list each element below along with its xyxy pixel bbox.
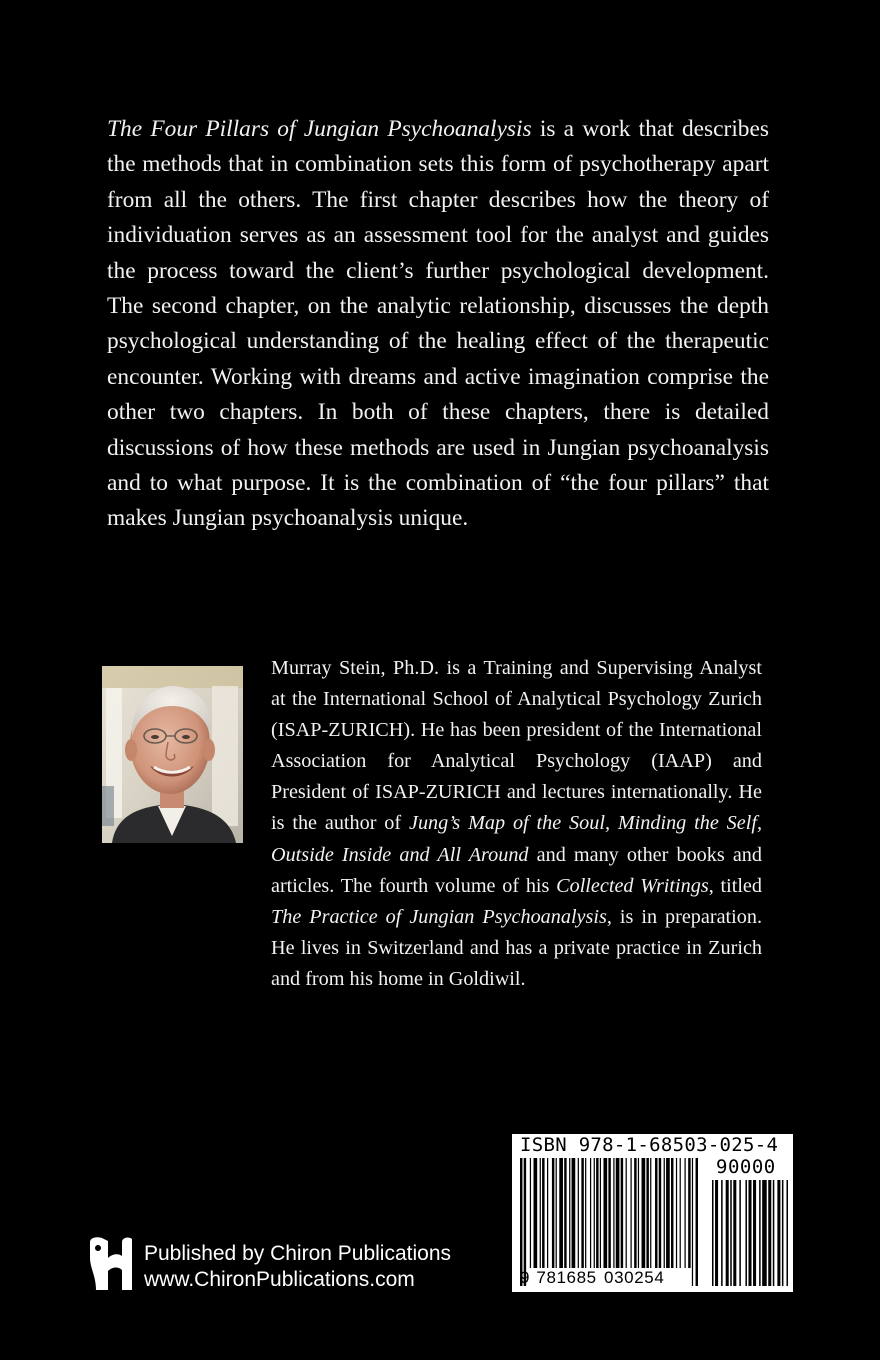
bio-collected-italic: Collected Writings	[556, 874, 709, 897]
barcode-bar	[759, 1180, 761, 1286]
barcode-bar	[581, 1158, 583, 1268]
barcode-bar	[748, 1180, 751, 1286]
barcode-bar	[634, 1158, 636, 1268]
barcode-bar	[680, 1158, 681, 1268]
barcode-bar	[590, 1158, 591, 1268]
barcode-bar	[753, 1180, 756, 1286]
barcode-bar	[559, 1158, 563, 1268]
ean-first-digit: 9	[520, 1268, 531, 1287]
bio-books-italic: Jung’s Map of the Soul, Minding the Self, Outside Inside and All Around	[271, 812, 762, 866]
bio-text-2: and many other books and articles. The fourth volume of his	[271, 843, 762, 897]
barcode-bar	[684, 1158, 685, 1268]
barcode-bar	[646, 1158, 648, 1268]
barcode-bar	[696, 1158, 698, 1286]
bio-text-3: , titled	[708, 874, 762, 897]
barcode-bar	[547, 1158, 548, 1268]
barcode-bar	[542, 1158, 544, 1268]
barcode-bar	[650, 1158, 651, 1268]
ean-barcode-bars	[520, 1158, 698, 1286]
author-bio	[271, 653, 762, 995]
barcode-bar	[534, 1158, 538, 1268]
barcode-bar	[608, 1158, 610, 1286]
barcode-bar	[600, 1158, 601, 1268]
barcode-bar	[733, 1180, 736, 1286]
book-description	[107, 112, 769, 537]
barcode-bar	[712, 1180, 714, 1286]
publisher-name: Published by Chiron Publications	[144, 1242, 452, 1265]
barcode-bar	[552, 1158, 554, 1268]
barcode-bar	[726, 1180, 729, 1286]
ean-digits	[520, 1268, 665, 1288]
author-photo	[102, 666, 243, 843]
barcode-bar	[768, 1180, 771, 1286]
barcode-bar	[666, 1158, 670, 1268]
barcode-bar	[638, 1158, 639, 1268]
barcode-bar	[688, 1158, 690, 1268]
barcode-bar	[692, 1158, 693, 1286]
book-title-italic: The Four Pillars of Jungian Psychoanalysis	[107, 116, 532, 142]
barcode-bar	[676, 1158, 677, 1268]
barcode-bar	[630, 1158, 631, 1268]
barcode-bar	[603, 1158, 607, 1286]
barcode-bar	[613, 1158, 614, 1268]
barcode-bar	[730, 1180, 732, 1286]
bio-practice-italic: The Practice of Jungian Psychoanalysis	[271, 905, 607, 928]
barcode-bar	[782, 1180, 784, 1286]
bio-text-1: Murray Stein, Ph.D. is a Training and Supervising Analyst at the International School of Analytical Psychology Zurich (ISAP-ZURICH). He has been president of the International Association for Analytical Psychology (IAAP) and President of ISAP-ZURICH and lectures internationally. He is the author of	[271, 657, 762, 835]
barcode-bar	[773, 1180, 775, 1286]
addon-barcode-bars	[712, 1180, 788, 1286]
bio-text-4: , is in preparation. He lives in Switzerland and has a private practice in Zurich and from his home in Goldiwil.	[271, 905, 762, 990]
barcode-bar	[616, 1158, 620, 1268]
barcode-bar	[762, 1180, 767, 1286]
ean-left-digits: 781685	[536, 1268, 597, 1287]
barcode-bar	[594, 1158, 595, 1268]
barcode-bar	[745, 1180, 747, 1286]
barcode-bar	[642, 1158, 646, 1268]
barcode-bar	[626, 1158, 627, 1268]
barcode-bar	[564, 1158, 566, 1268]
barcode-bar	[569, 1158, 570, 1268]
barcode-bar	[671, 1158, 673, 1268]
description-text: is a work that describes the methods that in combination sets this form of psychotherapy apart from all the others. The first chapter describes how the theory of individuation serves as an assessment tool for the analyst and guides the process toward the client’s further psychological development. The second chapter, on the analytic relationship, discusses the depth psychological understanding of the healing effect of the therapeutic encounter. Working with dreams and active imagination comprise the other two chapters. In both of these chapters, there is detailed discussions of how these methods are used in Jungian psychoanalysis and to what purpose. It is the combination of “the four pillars” that makes Jungian psychoanalysis unique.	[107, 116, 769, 532]
barcode-bar	[715, 1180, 718, 1286]
chiron-logo-icon	[86, 1236, 134, 1292]
publisher-text	[144, 1241, 474, 1293]
barcode-bar	[530, 1158, 531, 1268]
isbn-label: ISBN 978-1-68503-025-4	[520, 1134, 779, 1156]
ean-right-digits: 030254	[604, 1268, 665, 1287]
barcode-bar	[659, 1158, 661, 1268]
barcode-bar	[739, 1180, 741, 1286]
barcode-bar	[540, 1158, 541, 1268]
barcode-bar	[777, 1180, 780, 1286]
barcode-bar	[572, 1158, 576, 1268]
barcode-bar	[578, 1158, 579, 1268]
barcode-bar	[664, 1158, 665, 1268]
barcode-bar	[655, 1158, 657, 1268]
barcode-bar	[721, 1180, 723, 1286]
barcode-bar	[596, 1158, 598, 1268]
barcode-bar	[585, 1158, 586, 1268]
barcode-bar	[621, 1158, 623, 1268]
barcode-bar	[786, 1180, 788, 1286]
isbn-barcode	[512, 1134, 793, 1292]
publisher-url[interactable]: www.ChironPublications.com	[144, 1268, 415, 1291]
barcode-bar	[520, 1158, 522, 1286]
addon-digits: 90000	[716, 1156, 776, 1178]
barcode-bar	[524, 1158, 526, 1286]
barcode-bar	[556, 1158, 557, 1268]
